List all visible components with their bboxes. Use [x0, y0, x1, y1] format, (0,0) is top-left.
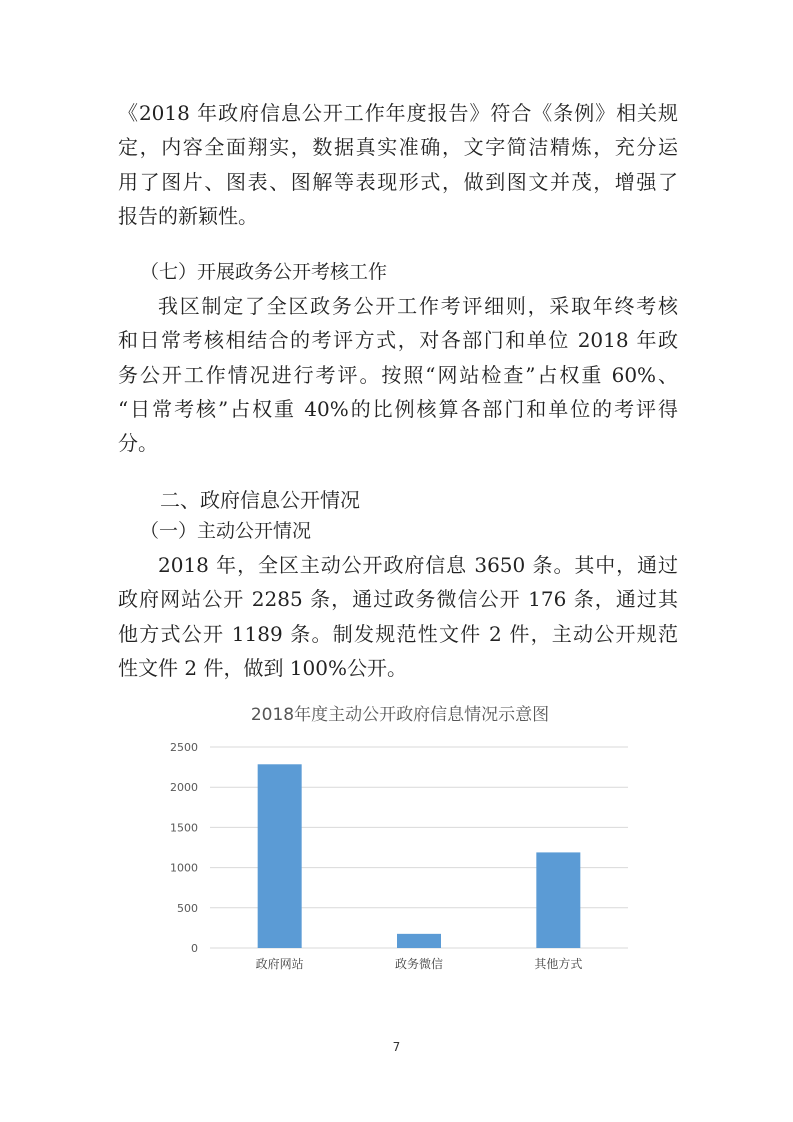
chart-plot	[160, 700, 640, 980]
text-line: 和日常考核相结合的考评方式，对各部门和单位 2018 年政	[118, 328, 678, 353]
chart-title: 2018年度主动公开政府信息情况示意图	[250, 705, 550, 725]
text-line: 性文件 2 件，做到 100%公开。	[118, 655, 407, 680]
text-line: 我区制定了全区政务公开工作考评细则，采取年终考核	[158, 294, 678, 318]
text-line: 2018 年，全区主动公开政府信息 3650 条。其中，通过	[158, 553, 678, 577]
bar	[397, 934, 441, 948]
x-tick-label: 其他方式	[534, 957, 583, 971]
text-line: 他方式公开 1189 条。制发规范性文件 2 件，主动公开规范	[118, 621, 678, 646]
y-tick-label: 2500	[170, 741, 198, 754]
y-tick-label: 2000	[170, 781, 198, 795]
paragraph-active-disclosure	[118, 548, 678, 685]
text-line: 《2018 年政府信息公开工作年度报告》符合《条例》相关规	[118, 101, 678, 125]
bar	[536, 852, 580, 948]
y-tick-label: 0	[191, 942, 198, 955]
paragraph-report-compliance	[118, 96, 678, 233]
section-heading-2: 二、政府信息公开情况	[160, 488, 360, 512]
y-tick-label: 500	[177, 901, 198, 915]
paragraph-assessment	[118, 289, 678, 460]
text-line: 务公开工作情况进行考评。按照“网站检查”占权重 60%、	[118, 362, 678, 387]
text-line: 用了图片、图表、图解等表现形式，做到图文并茂，增强了	[118, 169, 678, 194]
text-line: 报告的新颖性。	[118, 203, 258, 228]
x-tick-label: 政务微信	[394, 957, 444, 971]
text-line: 定，内容全面翔实，数据真实准确，文字简洁精炼，充分运	[118, 135, 678, 160]
text-line: 政府网站公开 2285 条，通过政务微信公开 176 条，通过其	[118, 587, 678, 612]
text-line: 分。	[118, 431, 158, 456]
bar-chart	[160, 700, 640, 980]
y-tick-label: 1000	[170, 861, 198, 875]
page-number: 7	[392, 1040, 401, 1054]
subsection-heading-1: （一）主动公开情况	[140, 520, 312, 542]
bar	[258, 764, 302, 948]
section-heading-7: （七）开展政务公开考核工作	[140, 261, 388, 283]
x-tick-label: 政府网站	[255, 957, 304, 971]
text-line: “日常考核”占权重 40%的比例核算各部门和单位的考评得	[118, 396, 678, 421]
y-tick-label: 1500	[170, 821, 198, 835]
